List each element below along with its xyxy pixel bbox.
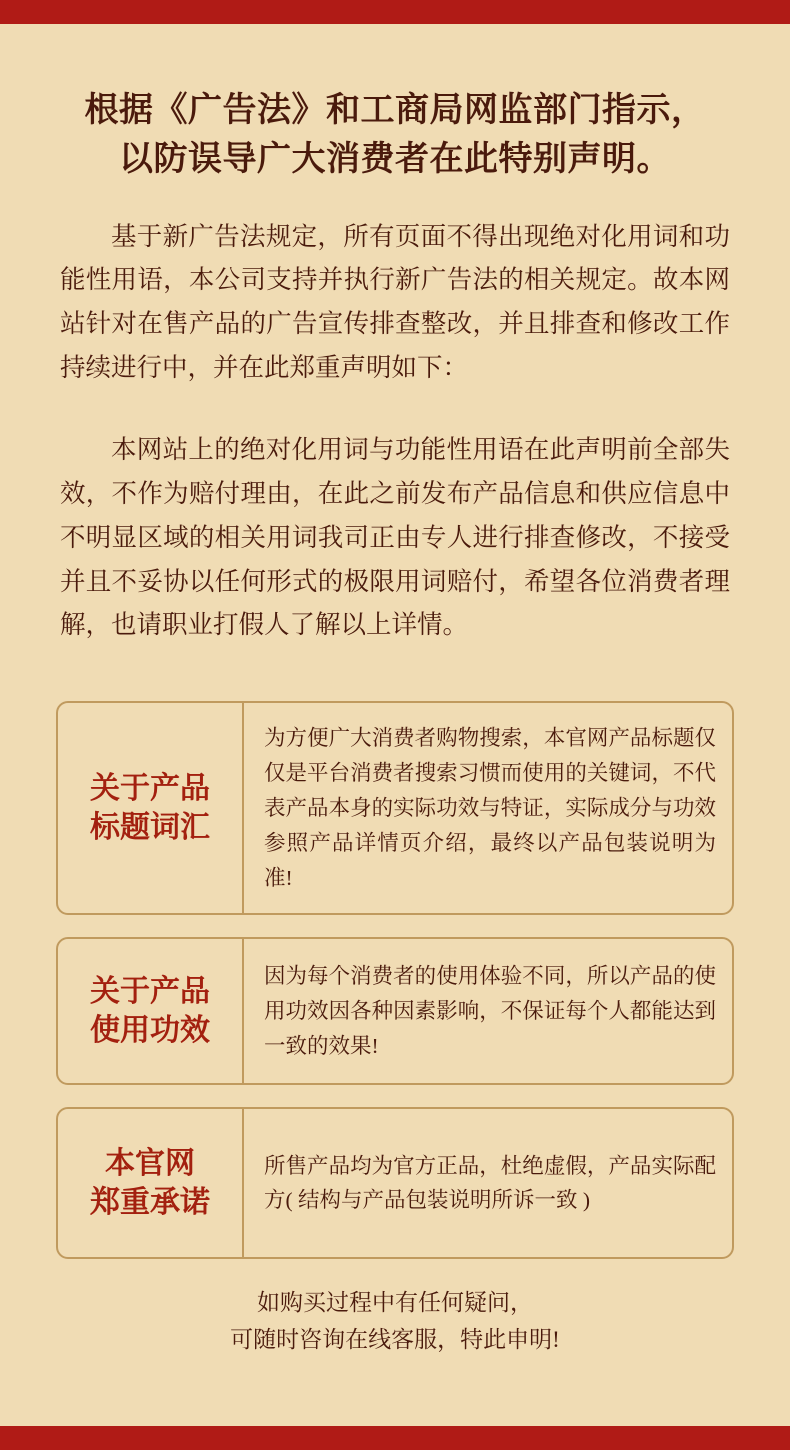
statement-card-title-line-1: 关于产品 xyxy=(90,975,210,1009)
disclaimer-paragraph-2: 本网站上的绝对化用词与功能性用语在此声明前全部失效，不作为赔付理由，在此之前发布产品信息和供应信息中不明显区域的相关用词我司正由专人进行排查修改，不接受并且不妥协以任何形式的极限用词赔付，希望各位消费者理解，也请职业打假人了解以上详情。 xyxy=(60,435,730,640)
statement-card-title-line-2: 标题词汇 xyxy=(90,811,210,845)
statement-card-title-line-2: 使用功效 xyxy=(90,1014,210,1048)
statement-card-title-line-1: 关于产品 xyxy=(90,772,210,806)
statement-card-body: 为方便广大消费者购物搜索，本官网产品标题仅仅是平台消费者搜索习惯而使用的关键词，不代表产品本身的实际功效与特证，实际成分与功效参照产品详情页介绍，最终以产品包装说明为准! xyxy=(264,726,716,890)
footer-note xyxy=(56,1285,734,1359)
statement-card-title xyxy=(58,939,244,1083)
page-title xyxy=(56,86,734,185)
statement-card-list xyxy=(56,701,734,1259)
statement-card-official-promise xyxy=(56,1107,734,1259)
footer-note-line-1: 如购买过程中有任何疑问， xyxy=(257,1290,533,1316)
statement-card-title xyxy=(58,703,244,913)
statement-card-title-line-1: 本官网 xyxy=(105,1147,195,1181)
statement-card-title-line-2: 郑重承诺 xyxy=(90,1186,210,1220)
footer-note-line-2: 可随时咨询在线客服，特此申明! xyxy=(230,1327,560,1353)
disclaimer-panel xyxy=(0,24,790,1426)
bottom-red-bar xyxy=(0,1426,790,1450)
disclaimer-paragraph-1: 基于新广告法规定，所有页面不得出现绝对化用词和功能性用语，本公司支持并执行新广告法的相关规定。故本网站针对在售产品的广告宣传排查整改，并且排查和修改工作持续进行中，并在此郑重声明如下： xyxy=(60,221,730,383)
statement-card-product-title xyxy=(56,701,734,915)
statement-card-body: 因为每个消费者的使用体验不同，所以产品的使用功效因各种因素影响，不保证每个人都能达到一致的效果! xyxy=(264,964,716,1058)
statement-card-product-effect xyxy=(56,937,734,1085)
statement-card-body: 所售产品均为官方正品，杜绝虚假，产品实际配方( 结构与产品包装说明所诉一致 ) xyxy=(264,1153,716,1213)
page-title-line-1: 根据《广告法》和工商局网监部门指示， xyxy=(84,92,706,129)
top-red-bar xyxy=(0,0,790,24)
statement-card-title xyxy=(58,1109,244,1257)
page-title-line-2: 以防误导广大消费者在此特别声明。 xyxy=(119,141,671,179)
